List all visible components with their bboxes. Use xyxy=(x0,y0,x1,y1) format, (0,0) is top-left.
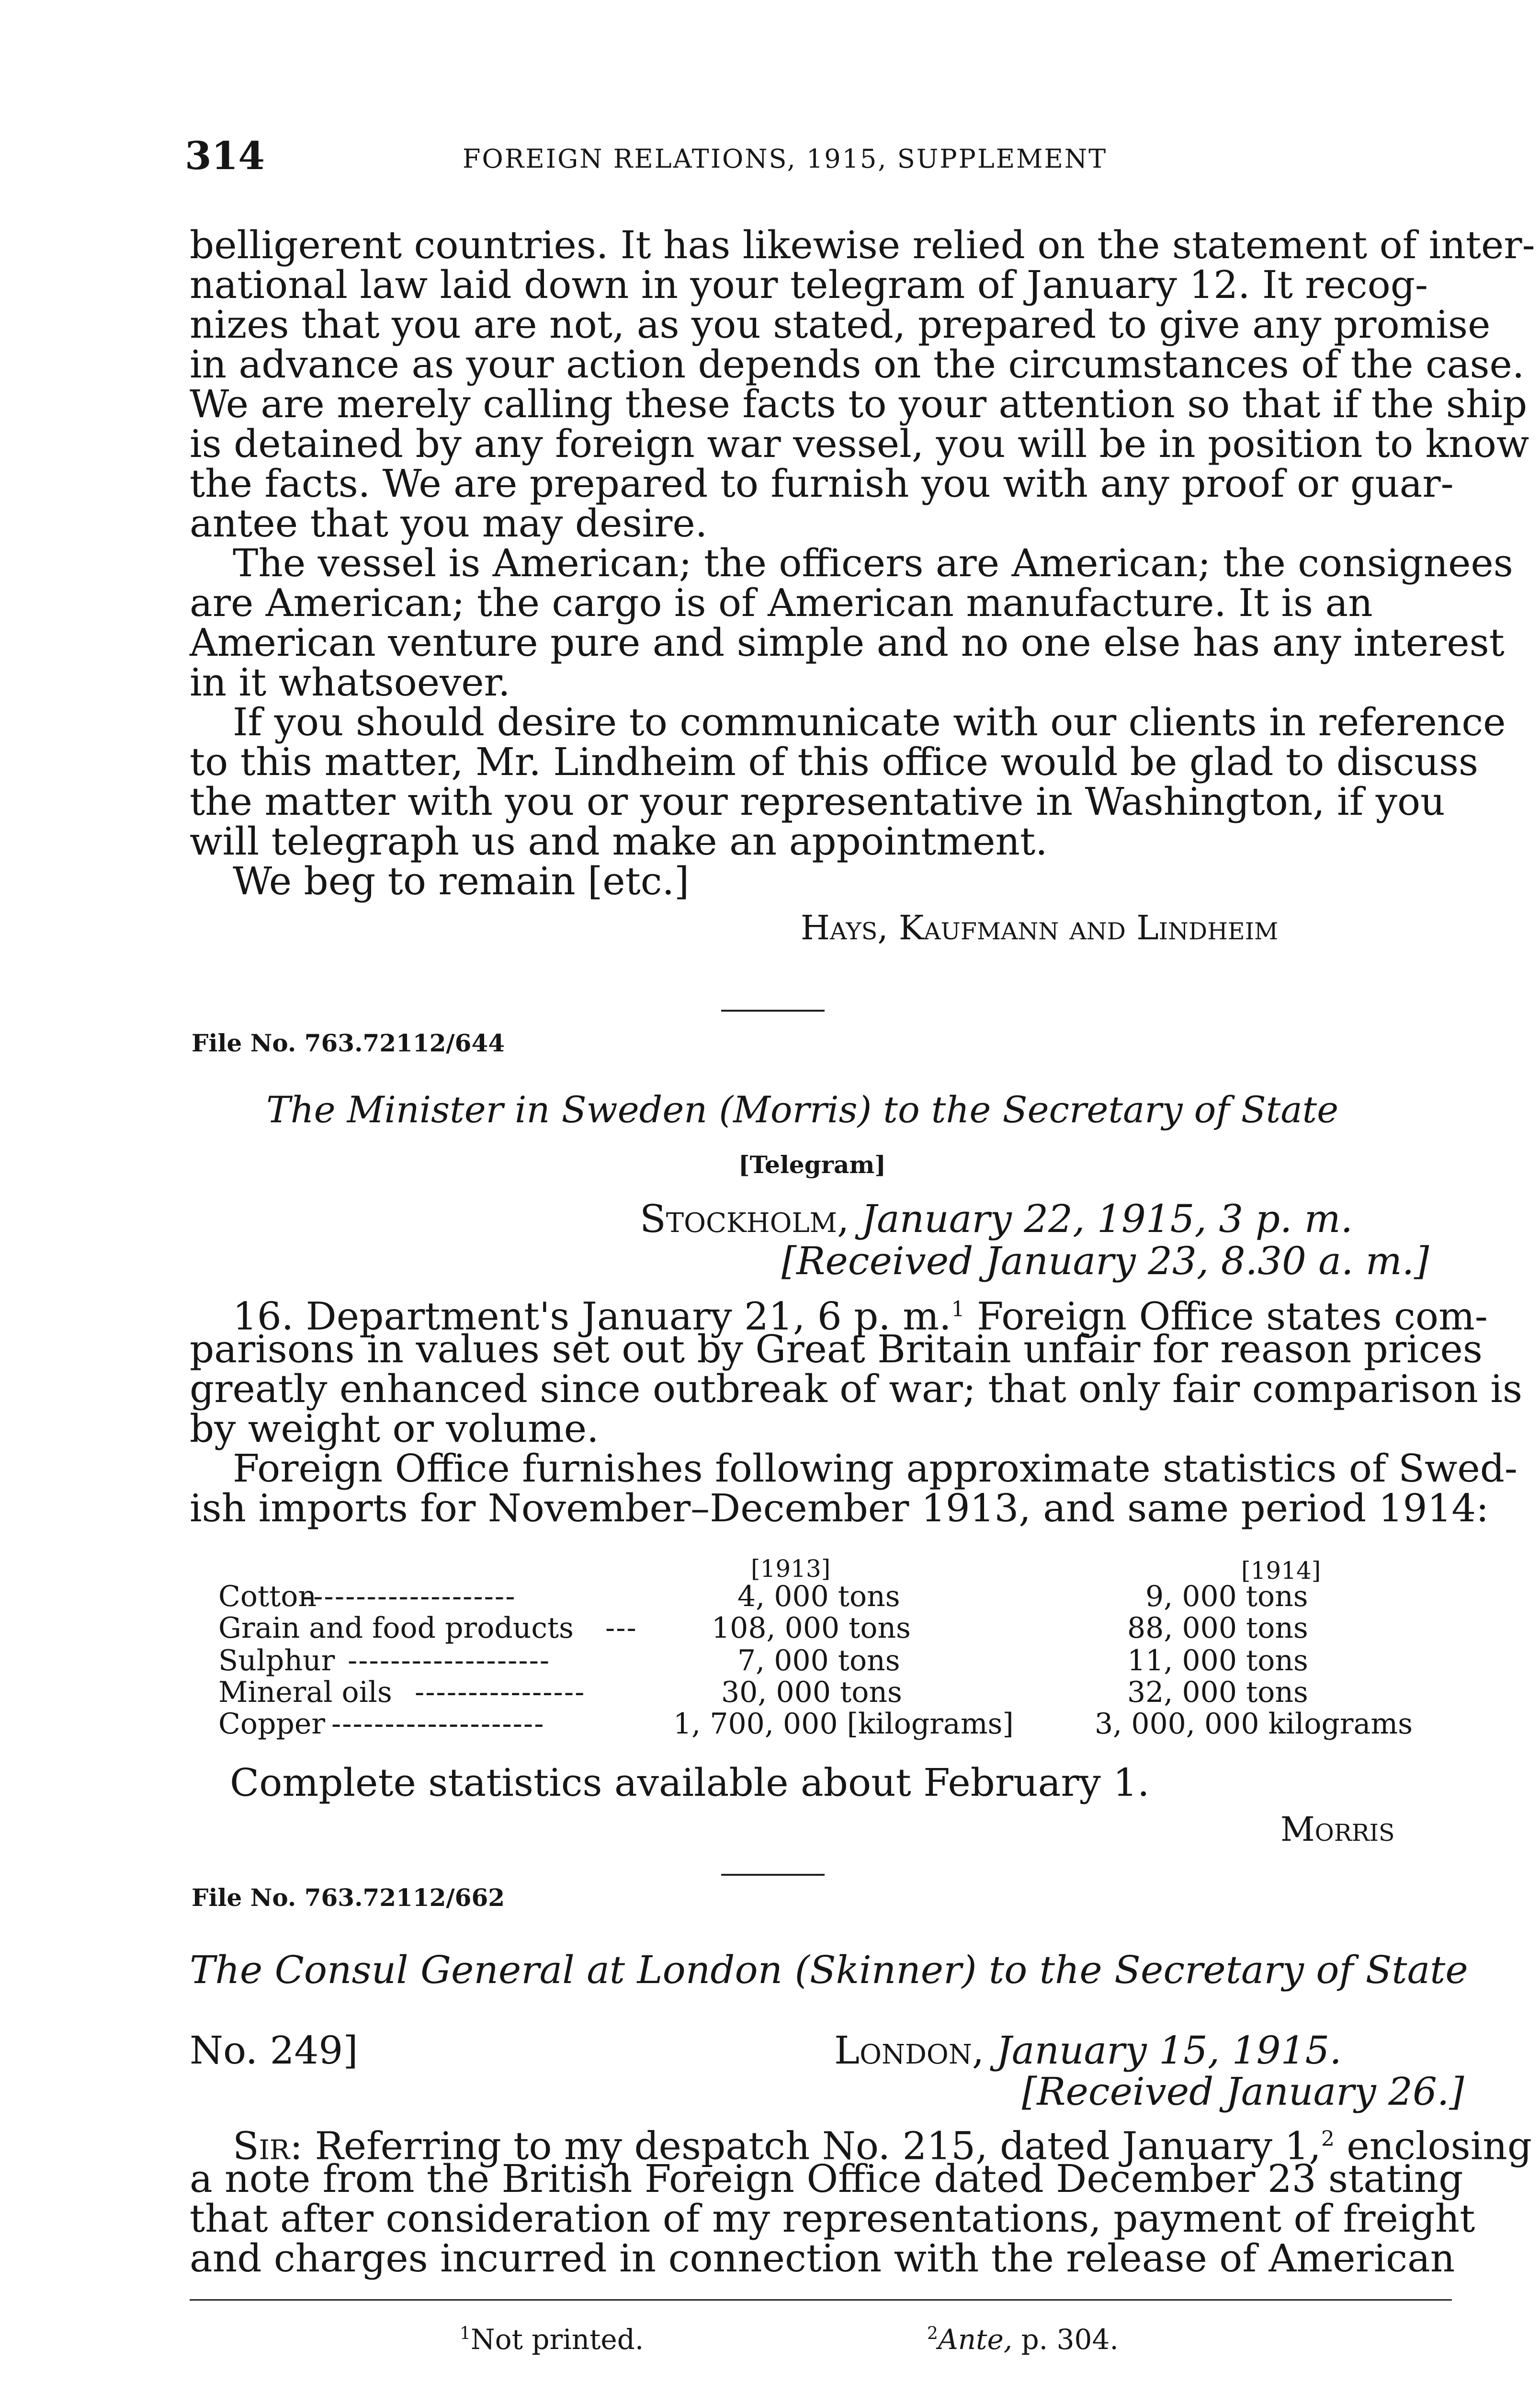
text-line: is detained by any foreign war vessel, you will be in position to know xyxy=(190,422,1529,466)
heading-name: Morris xyxy=(733,1088,858,1131)
running-title: FOREIGN RELATIONS, 1915, SUPPLEMENT xyxy=(463,144,1108,174)
text-line: If you should desire to communicate with our clients in reference xyxy=(233,700,1506,744)
text-line: a note from the British Foreign Office dated December 23 stating xyxy=(190,2156,1463,2201)
table-cell-item: Cotton xyxy=(218,1580,317,1613)
table-cell-1914: 32, 000 tons xyxy=(1127,1676,1308,1709)
text-line: to this matter, Mr. Lindheim of this office would be glad to discuss xyxy=(190,740,1479,784)
text-line: nizes that you are not, as you stated, prepared to give any promise xyxy=(190,302,1491,347)
signature: Hays, Kaufmann and Lindheim xyxy=(801,908,1279,947)
received-line: [Received January 26.] xyxy=(1022,2069,1464,2114)
heading-name: Skinner xyxy=(809,1948,962,1992)
footnote-rule xyxy=(190,2299,1452,2301)
divider xyxy=(721,1874,825,1876)
footnote-1: $^1$Not printed. xyxy=(460,2323,644,2356)
text-line: the facts. We are prepared to furnish you with any proof or guar- xyxy=(190,461,1454,506)
text-line: greatly enhanced since outbreak of war; that only fair comparison is xyxy=(190,1367,1523,1411)
page-number: 314 xyxy=(185,133,265,178)
text-line: We are merely calling these facts to your attention so that if the ship xyxy=(190,382,1528,426)
received-line: [Received January 23, 8.30 a. m.] xyxy=(781,1239,1429,1283)
table-cell-1913: 4, 000 tons xyxy=(737,1580,900,1613)
text-line: We beg to remain [etc.] xyxy=(233,859,690,903)
text-line: antee that you may desire. xyxy=(190,501,708,546)
text-line: parisons in values set out by Great Britain unfair for reason prices xyxy=(190,1327,1483,1371)
table-cell-1913: 30, 000 tons xyxy=(721,1676,902,1709)
table-cell-item: Mineral oils xyxy=(218,1676,392,1709)
table-cell-1913: 1, 700, 000 [kilograms] xyxy=(673,1707,1014,1741)
dateline: Stockholm, January 22, 1915, 3 p. m. xyxy=(640,1197,1353,1241)
text-line: by weight or volume. xyxy=(190,1406,599,1451)
doc-heading: The Consul General at London (Skinner) to the Secretary of State xyxy=(190,1948,1468,1992)
text-line: and charges incurred in connection with the release of American xyxy=(190,2236,1455,2281)
text-line: in it whatsoever. xyxy=(190,660,510,705)
divider xyxy=(721,1010,825,1012)
text-line: are American; the cargo is of American manufacture. It is an xyxy=(190,581,1373,625)
text-line: national law laid down in your telegram of January 12. It recog- xyxy=(190,262,1428,307)
footnote-2: $^2$Ante, p. 304. xyxy=(927,2323,1119,2356)
table-cell-item: Sulphur xyxy=(218,1644,335,1677)
salutation: Sir: xyxy=(233,2123,303,2168)
table-cell-1914: 88, 000 tons xyxy=(1127,1611,1308,1645)
text-line: the matter with you or your representative in Washington, if you xyxy=(190,779,1445,824)
text-line: 16. Department's January 21, 6 p. m.$^1$ Foreign Office states com- xyxy=(233,1294,1488,1339)
table-cell-1913: 7, 000 tons xyxy=(737,1644,900,1677)
footnote-ref: 2 xyxy=(1321,2127,1335,2151)
text-line: American venture pure and simple and no one else has any interest xyxy=(190,620,1505,665)
column-header-1913: [1913] xyxy=(751,1555,831,1583)
text-line: ish imports for November–December 1913, and same period 1914: xyxy=(190,1486,1489,1530)
table-cell-1913: 108, 000 tons xyxy=(712,1611,911,1645)
signature: Morris xyxy=(1280,1810,1395,1849)
table-cell-item: Grain and food products xyxy=(218,1611,574,1645)
text-line: Complete statistics available about February 1. xyxy=(230,1760,1150,1805)
text-line: that after consideration of my representations, payment of freight xyxy=(190,2196,1475,2241)
file-number: File No. 763.72112/644 xyxy=(192,1029,505,1057)
footnote-ref: 1 xyxy=(951,1297,965,1322)
table-cell-1914: 11, 000 tons xyxy=(1127,1644,1308,1677)
text-line: The vessel is American; the officers are American; the consignees xyxy=(233,541,1513,585)
telegram-label: [Telegram] xyxy=(738,1151,886,1179)
text-line: in advance as your action depends on the circumstances of the case. xyxy=(190,342,1525,387)
column-header-1914: [1914] xyxy=(1241,1557,1321,1585)
file-number: File No. 763.72112/662 xyxy=(192,1883,505,1912)
table-cell-1914: 9, 000 tons xyxy=(1145,1580,1308,1613)
dateline: London, January 15, 1915. xyxy=(834,2028,1342,2073)
table-cell-item: Copper xyxy=(218,1707,326,1741)
text-line: Foreign Office furnishes following approximate statistics of Swed- xyxy=(233,1446,1517,1491)
despatch-number: No. 249] xyxy=(190,2028,358,2073)
doc-heading: The Minister in Sweden (Morris) to the Secretary of State xyxy=(266,1088,1339,1131)
text-line: Sir: Referring to my despatch No. 215, dated January 1,$^2$ enclosing xyxy=(233,2123,1532,2168)
text-line: will telegraph us and make an appointment. xyxy=(190,819,1048,864)
text-line: belligerent countries. It has likewise relied on the statement of inter- xyxy=(190,223,1535,267)
table-cell-1914: 3, 000, 000 kilograms xyxy=(1095,1707,1413,1741)
